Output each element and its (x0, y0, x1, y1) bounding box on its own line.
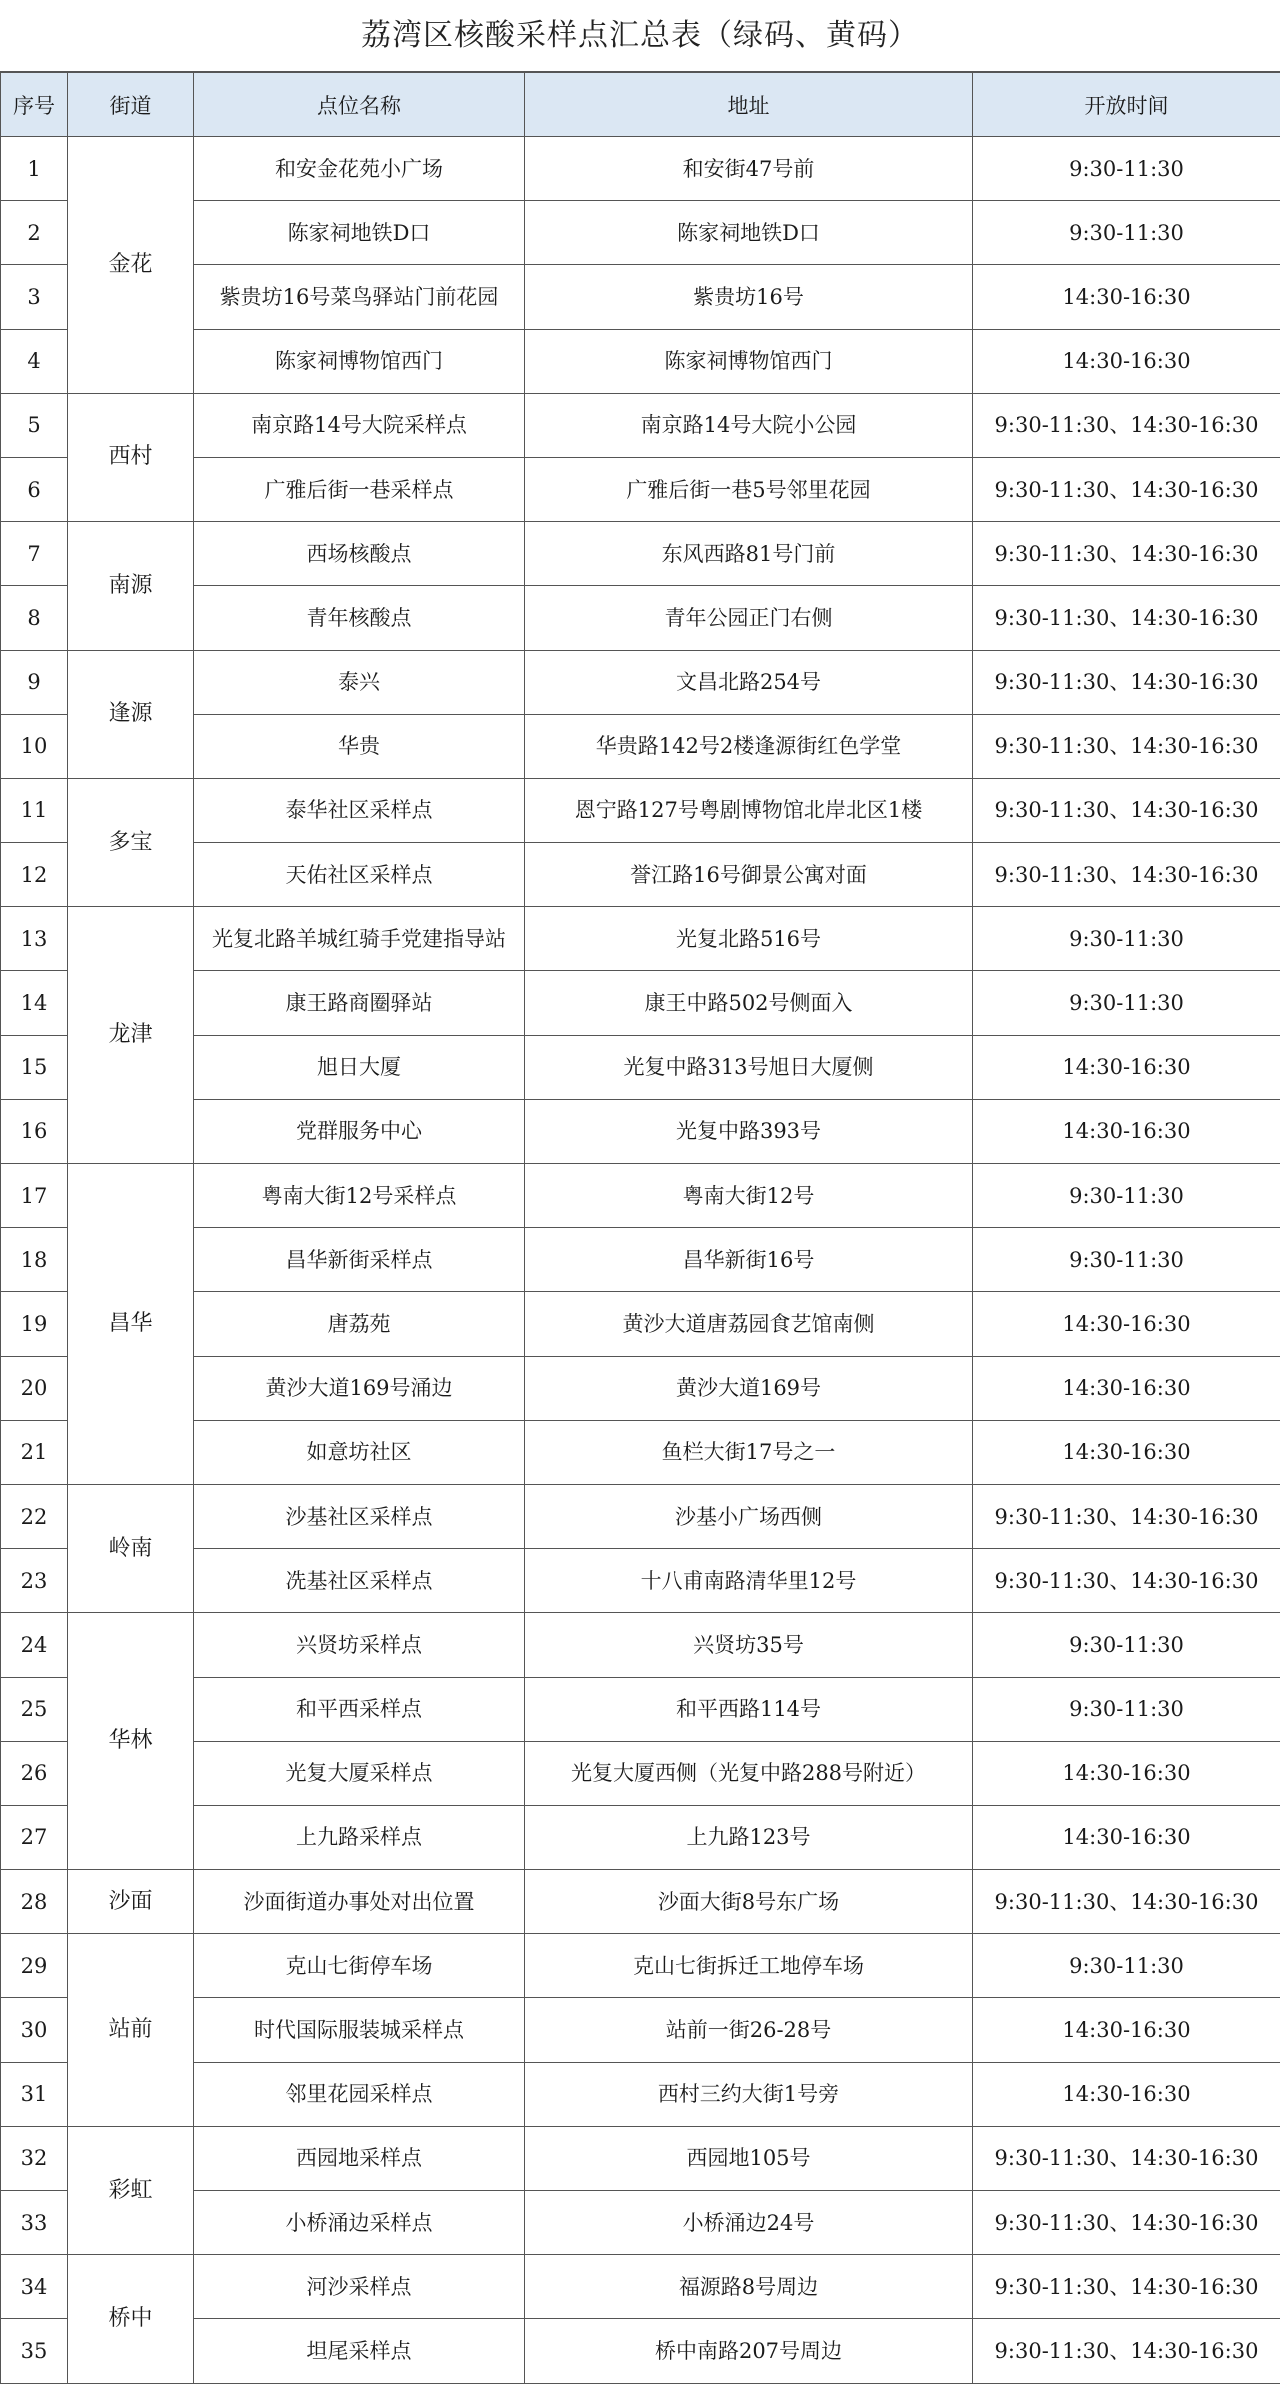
street-cell: 站前 (68, 1934, 194, 2127)
opening-hours-cell: 14:30-16:30 (973, 329, 1280, 393)
site-name-cell: 西园地采样点 (194, 2126, 525, 2190)
row-index: 33 (1, 2191, 68, 2255)
address-cell: 黄沙大道唐荔园食艺馆南侧 (525, 1292, 973, 1356)
site-name-cell: 沙面街道办事处对出位置 (194, 1870, 525, 1934)
address-cell: 和安街47号前 (525, 137, 973, 201)
row-index: 7 (1, 522, 68, 586)
header-site-name: 点位名称 (194, 73, 525, 137)
opening-hours-cell: 9:30-11:30 (973, 1228, 1280, 1292)
address-cell: 恩宁路127号粤剧博物馆北岸北区1楼 (525, 778, 973, 842)
site-name-cell: 唐荔苑 (194, 1292, 525, 1356)
site-name-cell: 河沙采样点 (194, 2255, 525, 2319)
row-index: 18 (1, 1228, 68, 1292)
site-name-cell: 昌华新街采样点 (194, 1228, 525, 1292)
address-cell: 克山七街拆迁工地停车场 (525, 1934, 973, 1998)
row-index: 2 (1, 201, 68, 265)
street-cell: 龙津 (68, 907, 194, 1164)
row-index: 5 (1, 393, 68, 457)
address-cell: 南京路14号大院小公园 (525, 393, 973, 457)
row-index: 6 (1, 457, 68, 521)
table-row (1, 522, 1280, 586)
street-cell: 西村 (68, 393, 194, 521)
opening-hours-cell: 9:30-11:30、14:30-16:30 (973, 2126, 1280, 2190)
opening-hours-cell: 9:30-11:30、14:30-16:30 (973, 586, 1280, 650)
opening-hours-cell: 9:30-11:30、14:30-16:30 (973, 1484, 1280, 1548)
opening-hours-cell: 9:30-11:30、14:30-16:30 (973, 457, 1280, 521)
page-title: 荔湾区核酸采样点汇总表（绿码、黄码） (0, 0, 1280, 72)
site-name-cell: 时代国际服装城采样点 (194, 1998, 525, 2062)
address-cell: 光复中路313号旭日大厦侧 (525, 1035, 973, 1099)
site-name-cell: 克山七街停车场 (194, 1934, 525, 1998)
address-cell: 十八甫南路清华里12号 (525, 1549, 973, 1613)
opening-hours-cell: 9:30-11:30 (973, 907, 1280, 971)
opening-hours-cell: 14:30-16:30 (973, 1741, 1280, 1805)
street-cell: 彩虹 (68, 2126, 194, 2254)
row-index: 3 (1, 265, 68, 329)
row-index: 31 (1, 2062, 68, 2126)
site-name-cell: 青年核酸点 (194, 586, 525, 650)
table-row (1, 1934, 1280, 1998)
row-index: 10 (1, 714, 68, 778)
address-cell: 陈家祠博物馆西门 (525, 329, 973, 393)
site-name-cell: 光复北路羊城红骑手党建指导站 (194, 907, 525, 971)
row-index: 24 (1, 1613, 68, 1677)
site-name-cell: 坦尾采样点 (194, 2319, 525, 2383)
address-cell: 光复大厦西侧（光复中路288号附近） (525, 1741, 973, 1805)
address-cell: 上九路123号 (525, 1805, 973, 1869)
row-index: 34 (1, 2255, 68, 2319)
site-name-cell: 邻里花园采样点 (194, 2062, 525, 2126)
table-row (1, 2126, 1280, 2190)
table-row (1, 1164, 1280, 1228)
address-cell: 青年公园正门右侧 (525, 586, 973, 650)
street-cell: 昌华 (68, 1164, 194, 1485)
address-cell: 昌华新街16号 (525, 1228, 973, 1292)
opening-hours-cell: 14:30-16:30 (973, 1099, 1280, 1163)
address-cell: 和平西路114号 (525, 1677, 973, 1741)
address-cell: 文昌北路254号 (525, 650, 973, 714)
address-cell: 西村三约大街1号旁 (525, 2062, 973, 2126)
opening-hours-cell: 9:30-11:30 (973, 1677, 1280, 1741)
table-row (1, 137, 1280, 201)
header-index: 序号 (1, 73, 68, 137)
opening-hours-cell: 9:30-11:30、14:30-16:30 (973, 1549, 1280, 1613)
address-cell: 沙基小广场西侧 (525, 1484, 973, 1548)
address-cell: 光复中路393号 (525, 1099, 973, 1163)
address-cell: 广雅后街一巷5号邻里花园 (525, 457, 973, 521)
table-row (1, 650, 1280, 714)
row-index: 19 (1, 1292, 68, 1356)
table-row (1, 907, 1280, 971)
opening-hours-cell: 9:30-11:30 (973, 971, 1280, 1035)
street-cell: 岭南 (68, 1484, 194, 1612)
street-cell: 南源 (68, 522, 194, 650)
row-index: 30 (1, 1998, 68, 2062)
opening-hours-cell: 14:30-16:30 (973, 2062, 1280, 2126)
address-cell: 光复北路516号 (525, 907, 973, 971)
street-cell: 金花 (68, 137, 194, 394)
address-cell: 黄沙大道169号 (525, 1356, 973, 1420)
opening-hours-cell: 9:30-11:30、14:30-16:30 (973, 714, 1280, 778)
table-row (1, 1484, 1280, 1548)
address-cell: 康王中路502号侧面入 (525, 971, 973, 1035)
opening-hours-cell: 9:30-11:30 (973, 1164, 1280, 1228)
row-index: 23 (1, 1549, 68, 1613)
site-name-cell: 光复大厦采样点 (194, 1741, 525, 1805)
opening-hours-cell: 9:30-11:30、14:30-16:30 (973, 393, 1280, 457)
site-name-cell: 兴贤坊采样点 (194, 1613, 525, 1677)
opening-hours-cell: 9:30-11:30 (973, 201, 1280, 265)
table-header-row (1, 73, 1280, 137)
site-name-cell: 小桥涌边采样点 (194, 2191, 525, 2255)
street-cell: 桥中 (68, 2255, 194, 2383)
opening-hours-cell: 14:30-16:30 (973, 1035, 1280, 1099)
opening-hours-cell: 9:30-11:30、14:30-16:30 (973, 522, 1280, 586)
site-name-cell: 如意坊社区 (194, 1420, 525, 1484)
opening-hours-cell: 14:30-16:30 (973, 1356, 1280, 1420)
site-name-cell: 粤南大街12号采样点 (194, 1164, 525, 1228)
site-name-cell: 冼基社区采样点 (194, 1549, 525, 1613)
row-index: 15 (1, 1035, 68, 1099)
row-index: 12 (1, 843, 68, 907)
table-row (1, 393, 1280, 457)
address-cell: 福源路8号周边 (525, 2255, 973, 2319)
row-index: 35 (1, 2319, 68, 2383)
street-cell: 华林 (68, 1613, 194, 1870)
address-cell: 紫贵坊16号 (525, 265, 973, 329)
site-name-cell: 旭日大厦 (194, 1035, 525, 1099)
address-cell: 鱼栏大街17号之一 (525, 1420, 973, 1484)
site-name-cell: 康王路商圈驿站 (194, 971, 525, 1035)
row-index: 25 (1, 1677, 68, 1741)
address-cell: 华贵路142号2楼逢源街红色学堂 (525, 714, 973, 778)
site-name-cell: 西场核酸点 (194, 522, 525, 586)
opening-hours-cell: 14:30-16:30 (973, 1292, 1280, 1356)
site-name-cell: 上九路采样点 (194, 1805, 525, 1869)
opening-hours-cell: 9:30-11:30、14:30-16:30 (973, 2319, 1280, 2383)
opening-hours-cell: 9:30-11:30、14:30-16:30 (973, 2255, 1280, 2319)
opening-hours-cell: 9:30-11:30、14:30-16:30 (973, 843, 1280, 907)
row-index: 14 (1, 971, 68, 1035)
address-cell: 誉江路16号御景公寓对面 (525, 843, 973, 907)
street-cell: 多宝 (68, 778, 194, 906)
row-index: 28 (1, 1870, 68, 1934)
table-row (1, 778, 1280, 842)
opening-hours-cell: 14:30-16:30 (973, 1805, 1280, 1869)
row-index: 22 (1, 1484, 68, 1548)
table-body (1, 137, 1280, 2384)
row-index: 20 (1, 1356, 68, 1420)
site-name-cell: 和平西采样点 (194, 1677, 525, 1741)
site-name-cell: 天佑社区采样点 (194, 843, 525, 907)
site-name-cell: 南京路14号大院采样点 (194, 393, 525, 457)
address-cell: 小桥涌边24号 (525, 2191, 973, 2255)
table-row (1, 1613, 1280, 1677)
opening-hours-cell: 9:30-11:30 (973, 1934, 1280, 1998)
site-name-cell: 泰华社区采样点 (194, 778, 525, 842)
row-index: 32 (1, 2126, 68, 2190)
table-row (1, 1870, 1280, 1934)
opening-hours-cell: 14:30-16:30 (973, 1998, 1280, 2062)
row-index: 11 (1, 778, 68, 842)
header-address: 地址 (525, 73, 973, 137)
address-cell: 东风西路81号门前 (525, 522, 973, 586)
row-index: 13 (1, 907, 68, 971)
address-cell: 沙面大街8号东广场 (525, 1870, 973, 1934)
row-index: 21 (1, 1420, 68, 1484)
row-index: 16 (1, 1099, 68, 1163)
site-name-cell: 和安金花苑小广场 (194, 137, 525, 201)
opening-hours-cell: 9:30-11:30、14:30-16:30 (973, 650, 1280, 714)
row-index: 29 (1, 1934, 68, 1998)
row-index: 26 (1, 1741, 68, 1805)
street-cell: 沙面 (68, 1870, 194, 1934)
row-index: 17 (1, 1164, 68, 1228)
site-name-cell: 陈家祠地铁D口 (194, 201, 525, 265)
table-row (1, 2255, 1280, 2319)
site-name-cell: 黄沙大道169号涌边 (194, 1356, 525, 1420)
header-opening-hours: 开放时间 (973, 73, 1280, 137)
opening-hours-cell: 9:30-11:30 (973, 1613, 1280, 1677)
row-index: 27 (1, 1805, 68, 1869)
opening-hours-cell: 14:30-16:30 (973, 1420, 1280, 1484)
address-cell: 西园地105号 (525, 2126, 973, 2190)
site-name-cell: 紫贵坊16号菜鸟驿站门前花园 (194, 265, 525, 329)
site-name-cell: 党群服务中心 (194, 1099, 525, 1163)
row-index: 1 (1, 137, 68, 201)
site-name-cell: 广雅后街一巷采样点 (194, 457, 525, 521)
address-cell: 陈家祠地铁D口 (525, 201, 973, 265)
opening-hours-cell: 9:30-11:30、14:30-16:30 (973, 778, 1280, 842)
row-index: 8 (1, 586, 68, 650)
opening-hours-cell: 9:30-11:30 (973, 137, 1280, 201)
address-cell: 桥中南路207号周边 (525, 2319, 973, 2383)
sampling-sites-table (0, 72, 1280, 2384)
address-cell: 兴贤坊35号 (525, 1613, 973, 1677)
site-name-cell: 华贵 (194, 714, 525, 778)
opening-hours-cell: 9:30-11:30、14:30-16:30 (973, 1870, 1280, 1934)
header-street: 街道 (68, 73, 194, 137)
address-cell: 粤南大街12号 (525, 1164, 973, 1228)
opening-hours-cell: 9:30-11:30、14:30-16:30 (973, 2191, 1280, 2255)
site-name-cell: 沙基社区采样点 (194, 1484, 525, 1548)
address-cell: 站前一街26-28号 (525, 1998, 973, 2062)
opening-hours-cell: 14:30-16:30 (973, 265, 1280, 329)
site-name-cell: 泰兴 (194, 650, 525, 714)
site-name-cell: 陈家祠博物馆西门 (194, 329, 525, 393)
row-index: 9 (1, 650, 68, 714)
street-cell: 逢源 (68, 650, 194, 778)
row-index: 4 (1, 329, 68, 393)
